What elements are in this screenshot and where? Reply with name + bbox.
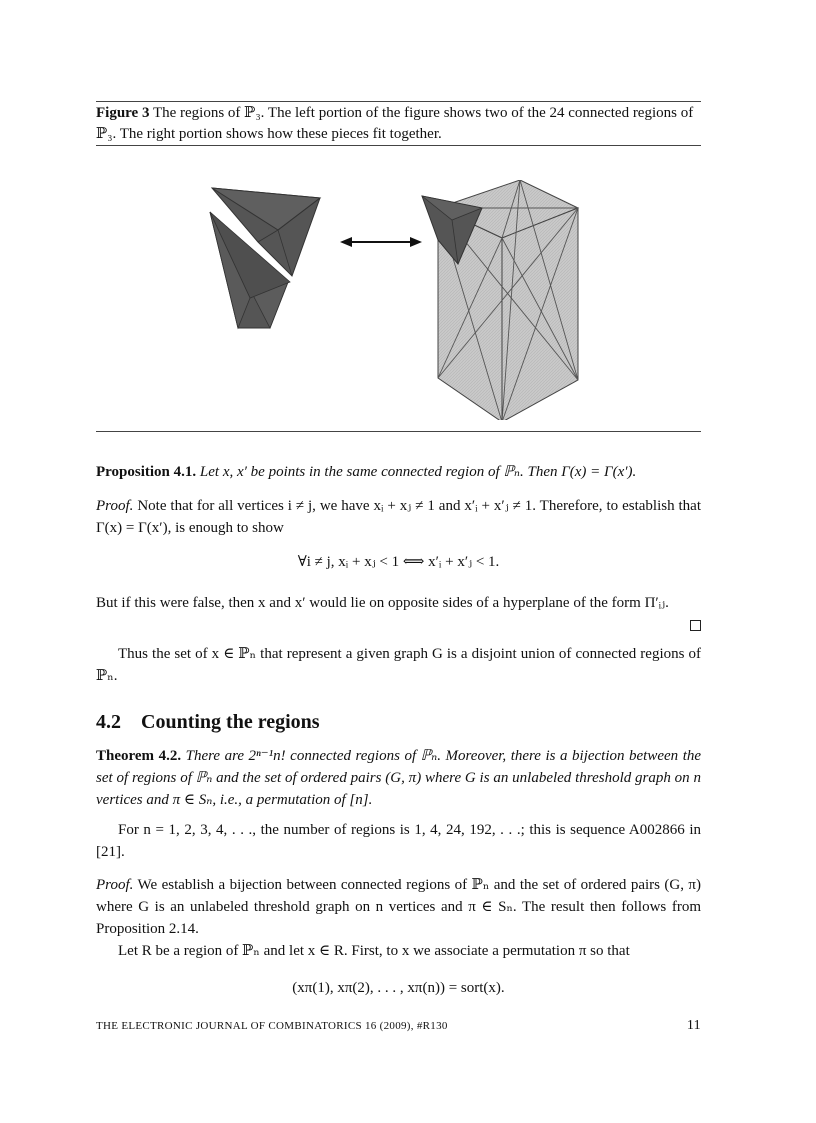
proof-conclusion [96, 592, 701, 614]
cube-assembly [422, 180, 578, 420]
proposition-statement: Let x, x′ be points in the same connected region of ℙₙ. Then Γ(x) = Γ(x′). [199, 464, 637, 480]
proposition-4-1 [96, 461, 701, 483]
proof-theorem [96, 874, 701, 940]
paragraph-disjoint-union: Thus the set of x ∈ ℙₙ that represent a given graph G is a disjoint union of connected regions of ℙₙ. [96, 646, 701, 684]
proof-theorem-text: We establish a bijection between connected regions of ℙₙ and the set of ordered pairs (G, π) where G is an unlabeled threshold graph on n vertices and π ∈ Sₙ. The result then follows from Proposition 2.14. [96, 877, 701, 937]
figure-bottom-rule [96, 431, 701, 432]
display-equation-equivalence: ∀i ≠ j, xᵢ + xⱼ < 1 ⟺ x′ᵢ + x′ⱼ < 1. [297, 554, 500, 570]
proof-text: Note that for all vertices i ≠ j, we have xᵢ + xⱼ ≠ 1 and x′ᵢ + x′ⱼ ≠ 1. Therefore, to establish that Γ(x) = Γ(x′), is enough to show [96, 498, 701, 536]
qed-box [690, 620, 701, 631]
section-heading [96, 711, 320, 734]
theorem-label: Theorem 4.2. [96, 748, 182, 764]
section-number: 4.2 [96, 711, 121, 733]
proof-conclusion-text: But if this were false, then x and x′ would lie on opposite sides of a hyperplane of the form Π′ᵢⱼ. [96, 595, 669, 611]
caption-bottom-rule [96, 145, 701, 146]
figure-caption [96, 103, 701, 145]
theorem-statement: There are 2ⁿ⁻¹n! connected regions of ℙₙ. Moreover, there is a bijection between the set of regions of ℙₙ and the set of ordered pairs (G, π) where G is an unlabeled threshold graph on n vertices and π ∈ Sₙ, i.e., a permutation of [n]. [96, 748, 702, 808]
paragraph-sequence: For n = 1, 2, 3, 4, . . ., the number of regions is 1, 4, 24, 192, . . .; this is sequence A002866 in [21]. [96, 822, 701, 860]
proposition-label: Proposition 4.1. [96, 464, 197, 480]
proof-proposition [96, 495, 701, 539]
paragraph-region: Let R be a region of ℙₙ and let x ∈ R. First, to x we associate a permutation π so that [118, 943, 630, 959]
display-equation-sort: (xπ(1), xπ(2), . . . , xπ(n)) = sort(x). [292, 980, 505, 996]
page-number: 11 [686, 1018, 701, 1033]
figure-regions-p3 [200, 180, 600, 420]
footer-journal: THE ELECTRONIC JOURNAL OF COMBINATORICS 16 (2009), #R130 [96, 1020, 448, 1032]
double-arrow [340, 237, 422, 247]
section-title: Counting the regions [141, 711, 320, 733]
theorem-4-2 [96, 745, 701, 811]
proof-theorem-label: Proof. [96, 877, 134, 893]
caption-top-rule [96, 101, 701, 102]
figure-label: Figure 3 [96, 105, 150, 121]
page-footer [96, 1020, 701, 1032]
proof-label: Proof. [96, 498, 134, 514]
figure-caption-text: The regions of ℙ₃. The left portion of the figure shows two of the 24 connected regions of ℙ₃. The right portion shows how these pieces fit together. [96, 105, 694, 142]
